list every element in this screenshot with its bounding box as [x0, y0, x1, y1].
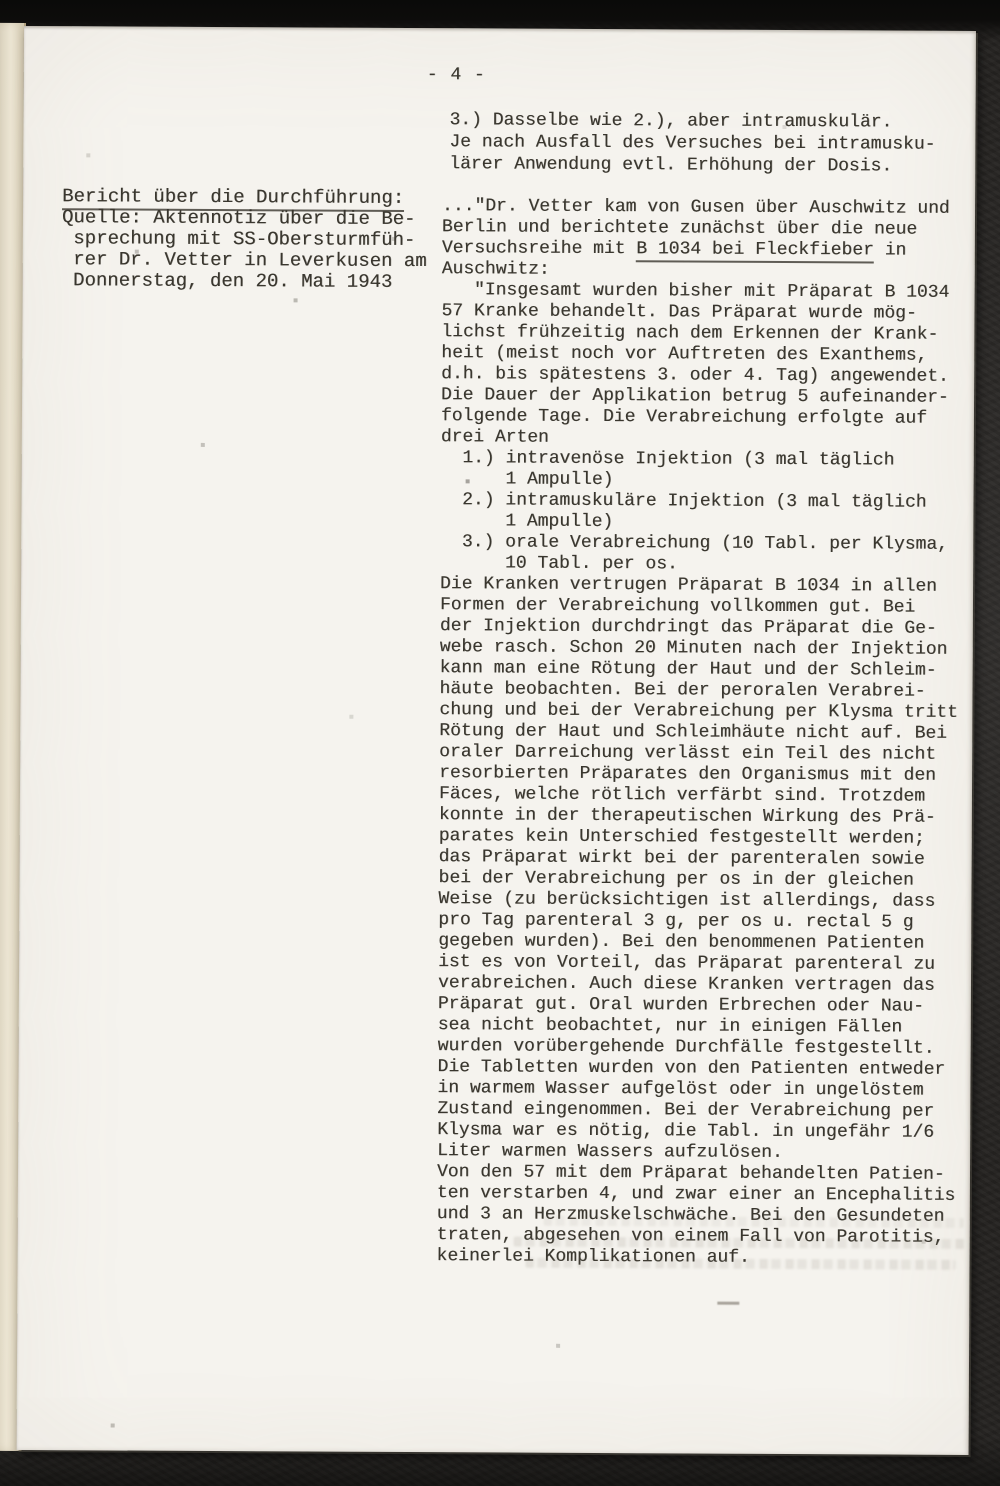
- text-line: bei der Verabreichung per os in der gleichen: [438, 868, 914, 891]
- text-line: Donnerstag, den 20. Mai 1943: [61, 269, 393, 293]
- text-line: [442, 238, 961, 262]
- text-line: chung und bei der Verabreichung per Klysma tritt: [439, 700, 958, 723]
- underlined-text: Bericht über die Durchführung:: [62, 185, 404, 212]
- text-segment: Versuchsreihe mit: [441, 238, 637, 260]
- text-line: konnte in der therapeutischen Wirkung des Prä-: [438, 805, 936, 828]
- report-body: [437, 196, 961, 1270]
- text-line: kann man eine Rötung der Haut und der Schleim-: [439, 658, 937, 681]
- text-line: ..."Dr. Vetter kam von Gusen über Auschwitz und: [442, 196, 950, 219]
- text-line: 1.) intravenöse Injektion (3 mal täglich: [440, 448, 895, 471]
- text-line: heit (meist noch vor Auftreten des Exanthems,: [441, 343, 928, 366]
- text-line: Berlin und berichtete zunächst über die neue: [441, 217, 918, 240]
- text-line: ten verstarben 4, und zwar einer an Encephalitis: [436, 1183, 956, 1206]
- text-segment: in: [873, 240, 907, 261]
- text-line: das Präparat wirkt bei der parenteralen sowie: [438, 847, 925, 870]
- text-line: parates kein Unterschied festgestellt werden;: [438, 826, 925, 849]
- text-line: Quelle: Aktennotiz über die Be-: [61, 206, 416, 231]
- text-line: lärer Anwendung evtl. Erhöhung der Dosis.: [449, 154, 893, 177]
- text-line: Von den 57 mit dem Präparat behandelten Patien-: [436, 1162, 945, 1185]
- text-line: Zustand eingenommen. Bei der Verabreichung per: [437, 1099, 935, 1122]
- text-line: Präparat gut. Oral wurden Erbrechen oder Nau-: [437, 994, 925, 1017]
- text-line: gegeben wurden). Bei den benommenen Patienten: [438, 931, 925, 954]
- text-line: häute beobachten. Bei der peroralen Verabrei-: [439, 679, 926, 702]
- paper-speckles: [24, 26, 26, 28]
- text-line: 2.) intramuskuläre Injektion (3 mal täglich: [440, 490, 927, 513]
- text-line: wurden vorübergehende Durchfälle festgestellt.: [437, 1036, 935, 1059]
- text-line: drei Arten: [440, 427, 549, 448]
- text-line: "Insgesamt wurden bisher mit Präparat B 1034: [441, 280, 950, 303]
- text-line: Auschwitz:: [441, 259, 550, 280]
- text-line: webe rasch. Schon 20 Minuten nach der Injektion: [439, 637, 948, 660]
- ghost-line: [514, 1237, 966, 1249]
- document-page: [17, 26, 976, 1455]
- text-line: keinerlei Komplikationen auf.: [436, 1246, 750, 1268]
- text-line: Rötung der Haut und Schleimhäute nicht auf. Bei: [439, 721, 948, 744]
- text-line: Weise (zu berücksichtigen ist allerdings, dass: [438, 889, 936, 912]
- bleedthrough-ghost-text: [486, 1204, 968, 1270]
- text-line: oraler Darreichung verlässt ein Teil des nicht: [439, 742, 937, 765]
- text-line: der Injektion durchdringt das Präparat die Ge-: [439, 616, 937, 639]
- ghost-dash-mark: [717, 1302, 739, 1305]
- margin-note: [62, 186, 427, 293]
- page-number: - 4 -: [426, 65, 486, 86]
- text-line: in warmem Wasser aufgelöst oder in ungelöstem: [437, 1078, 924, 1101]
- intro-paragraph: [449, 109, 935, 178]
- text-line: 1 Ampulle): [440, 511, 614, 533]
- text-line: verabreichen. Auch diese Kranken vertragen das: [437, 973, 935, 996]
- text-line: d.h. bis spätestens 3. oder 4. Tag) angewendet.: [441, 364, 949, 387]
- ghost-line: [526, 1258, 956, 1270]
- underlined-text: B 1034 bei Fleckfieber: [636, 239, 874, 263]
- text-line: und 3 an Herzmuskelschwäche. Bei den Gesundeten: [436, 1204, 945, 1227]
- text-line: Liter warmen Wassers aufzulösen.: [437, 1141, 783, 1163]
- text-line: rer Dr. Vetter in Leverkusen am: [61, 248, 427, 273]
- text-line: pro Tag parenteral 3 g, per os u. rectal 5 g: [438, 910, 914, 933]
- text-line: folgende Tage. Die Verabreichung erfolgte auf: [440, 406, 928, 429]
- text-line: sprechung mit SS-Obersturmfüh-: [61, 227, 416, 252]
- text-line: Fäces, welche rötlich verfärbt sind. Trotzdem: [438, 784, 926, 807]
- text-line: Klysma war es nötig, die Tabl. in ungefähr 1/6: [437, 1120, 935, 1143]
- text-line: Je nach Ausfall des Versuches bei intramusku-: [449, 132, 936, 155]
- text-line: sea nicht beobachtet, nur in einigen Fällen: [437, 1015, 903, 1038]
- ghost-line: [544, 1216, 964, 1228]
- text-line: Formen der Verabreichung vollkommen gut. Bei: [439, 595, 916, 618]
- text-line: Die Tabletten wurden von den Patienten entweder: [437, 1057, 946, 1080]
- text-line: 3.) Dasselbe wie 2.), aber intramuskulär.: [449, 110, 893, 133]
- text-line: traten, abgesehen von einem Fall von Parotitis,: [436, 1225, 945, 1248]
- text-line: 1 Ampulle): [440, 469, 614, 491]
- text-line: 3.) orale Verabreichung (10 Tabl. per Klysma,: [440, 532, 949, 555]
- text-line: Die Kranken vertrugen Präparat B 1034 in allen: [440, 574, 938, 597]
- text-line: ist es von Vorteil, das Präparat parenteral zu: [438, 952, 936, 975]
- text-line: 57 Kranke behandelt. Das Präparat wurde mög-: [441, 301, 917, 324]
- text-line: Die Dauer der Applikation betrug 5 aufeinander-: [441, 385, 949, 408]
- text-line: lichst frühzeitig nach dem Erkennen der Krank-: [441, 322, 939, 345]
- text-line: resorbierten Präparates den Organismus mit den: [439, 763, 937, 786]
- text-line: 10 Tabl. per os.: [440, 553, 678, 575]
